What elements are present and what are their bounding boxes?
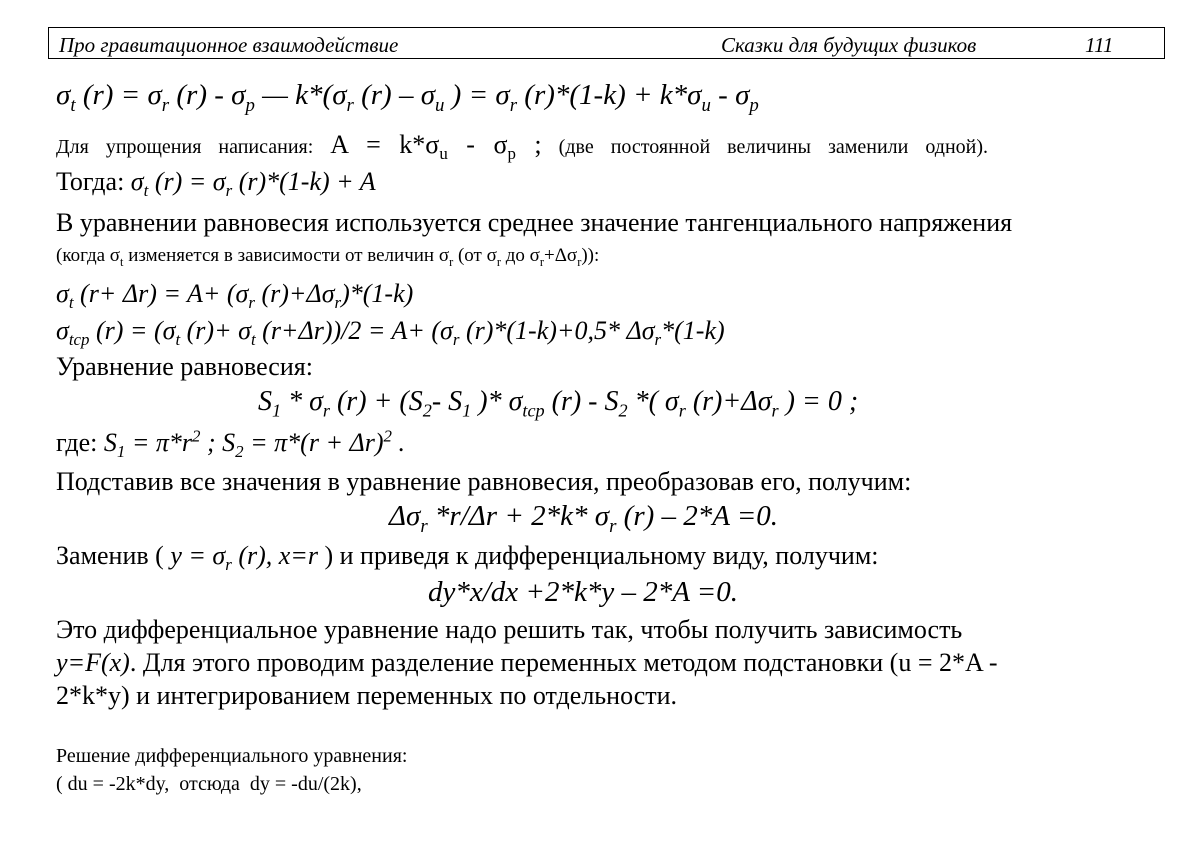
simplification-note: (две постоянной величины заменили одной). [558, 136, 989, 158]
page-header [48, 27, 1165, 59]
replacement-text-start: Заменив ( [56, 541, 164, 570]
page-number: 111 [1085, 33, 1114, 57]
simplification-line [56, 130, 989, 164]
then-line [56, 167, 376, 201]
equation-sigma-t: $\sigma_t$ $(r) = \sigma_r$ $(r) - \sigma_p$ — $k*(\sigma_r$ $(r) - \sigma_u$ ) = $\sigma_r$ $(r)*(1-k) + k*\sigma_u - \sigma_p$ [56, 79, 759, 116]
header-book-title: Сказки для будущих физиков [721, 33, 977, 57]
separation-text: . Для этого проводим разделение переменных методом подстановки (u = 2*A - [129, 648, 998, 677]
paragraph-integration: 2*k*y) и интегрированием переменных по отдельности. [56, 681, 678, 710]
equation-equilibrium: $S_1 * \sigma_r$ $(r) + (S_2-$ $S_1$ )* $\sigma_{tcp}$ $(r) - S_2$ *( $\sigma_r$ $(r)+\Delta\sigma_r$ ) = 0 ; [258, 386, 859, 421]
simplification-text: Для упрощения написания: [56, 136, 314, 158]
where-line [56, 426, 405, 462]
equation-differential: dy*x/dx +2*k*y – 2*A =0. [428, 576, 738, 608]
header-book-section: Про гравитационное взаимодействие [59, 33, 399, 57]
paragraph-sigma-change: (когда $\sigma_t$ изменяется в зависимости от величин $\sigma_r$ (от $\sigma_r$ до $\sigma_r+\Delta\sigma_r$)): [56, 245, 600, 269]
separation-line [56, 648, 998, 678]
function-formula: y=F(x) [56, 648, 130, 677]
constant-a-definition: $A = k*\sigma_u - \sigma_p$ ; [330, 130, 542, 164]
replacement-formula: $y = \sigma_r$ (r), x=r [170, 541, 318, 575]
heading-solution: Решение дифференциального уравнения: [56, 745, 408, 767]
heading-equilibrium-equation: Уравнение равновесия: [56, 352, 313, 381]
paragraph-solve: Это дифференциальное уравнение надо решить так, чтобы получить зависимость [56, 615, 963, 644]
equation-sigma-tcp: $\sigma_{tcp}$ $(r) = (\sigma_t$ $(r)+ \sigma_t$ $(r+\Delta r))/2 = A+ (\sigma_r$ (r)*(1-k)+0,5* $\Delta\sigma_r*(1-k)$ [56, 316, 725, 350]
solution-step-1: ( du = -2k*dy, отсюда dy = -du/(2k), [56, 773, 362, 795]
where-text: где: [56, 428, 98, 457]
paragraph-equilibrium-mean: В уравнении равновесия используется среднее значение тангенциального напряжения [56, 208, 1013, 237]
equation-transformed: $\Delta\sigma_r$ *r/Δr + 2*k* $\sigma_r$ (r) – 2*A =0. [389, 500, 779, 537]
equation-areas: $S_1 = \pi*r^2$ ; $S_2 = \pi*(r + \Delta r)^2$ . [103, 426, 405, 462]
equation-sigma-t-delta: $\sigma_t$ $(r+ \Delta r) = A+ (\sigma_r$ $(r)+\Delta\sigma_r)*(1-k)$ [56, 279, 414, 313]
paragraph-substitute: Подставив все значения в уравнение равновесия, преобразовав его, получим: [56, 467, 912, 496]
then-text: Тогда: [56, 167, 125, 196]
replacement-line [56, 541, 879, 575]
equation-sigma-t-simplified: $\sigma_t$ $(r) = \sigma_r$ (r)*(1-k) + A [130, 167, 376, 201]
replacement-text-end: ) и приведя к дифференциальному виду, получим: [324, 541, 879, 570]
